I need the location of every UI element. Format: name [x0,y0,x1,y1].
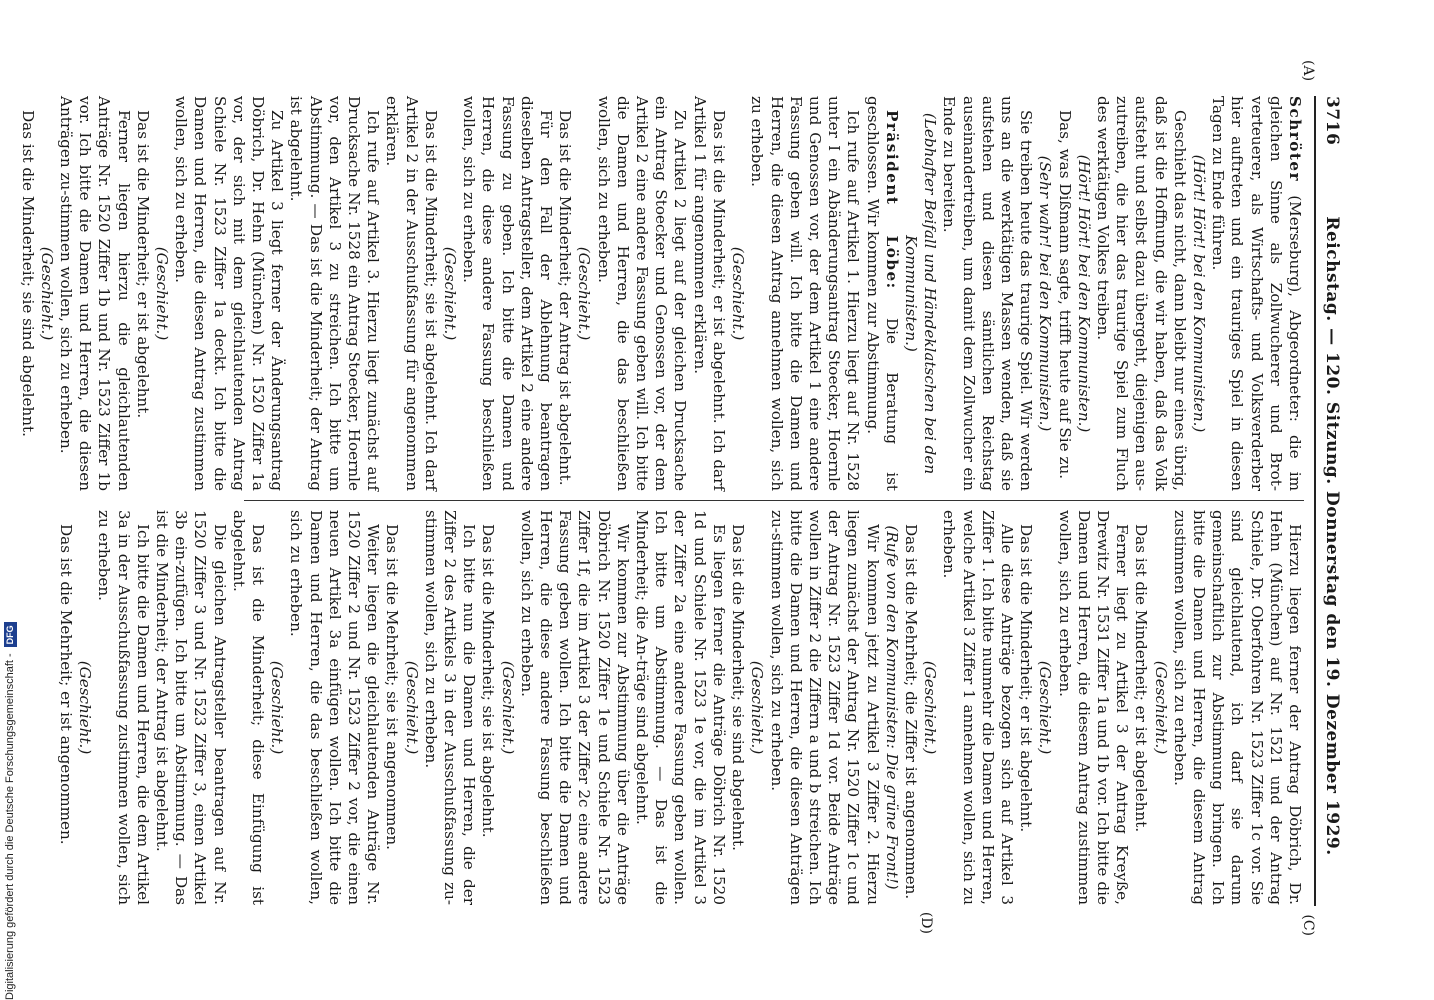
column-gap [124,491,1304,510]
paragraph: Das ist die Mehrheit; sie ist angenommen. [383,524,402,851]
paragraph: Das ist die Minderheit; sie ist abgelehnt. [479,524,498,838]
interjection: (Geschieht.) [268,660,287,755]
page-header [1322,96,1342,906]
paragraph: Das ist die Minderheit; der Antrag ist abgelehnt. [556,110,575,486]
interjection: (Geschieht.) [441,246,460,341]
interjection: (Geschieht.) [748,660,767,755]
interjection: (Lebhafter Beifall und Händeklatschen bei den Kommunisten.) [901,112,940,475]
paragraph: Wir kommen zur Abstimmung über die Anträge Döbrich Nr. 1520 Ziffer 1e und Schiele Nr. 1523 Ziffer 1f, die im Artikel 3 der Ziffer 2c eine andere Fassung geben wollen. Ich bitte die Damen und Herren, die diese andere Fassung beschließen wollen, sich zu erheben. [517,510,632,905]
paragraph: Das ist die Minderheit; er ist abgelehnt. Ich darf Artikel 1 für angenommen erklären. [690,96,728,491]
interjection: (Hört! Hört! bei den Kommunisten.) [1074,154,1093,433]
paragraph: Ich rufe auf Artikel 1. Hierzu liegt auf Nr. 1528 unter I ein Abänderungsantrag Stoecker, Hoernle und Genossen vor, der dem Artikel 1 eine andere Fassung geben will. Ich bitte die Damen und Herren, die diesen Antrag annehmen wollen, sich zu erheben. [748,96,863,491]
margin-mark-d: (D) [918,911,934,934]
interjection: (Hört! Hört! bei den Kommunisten.) [1189,154,1208,433]
margin-mark-c: (C) [1300,914,1316,936]
paragraph: Das ist die Mehrheit; er ist angenommen. [57,524,75,845]
paragraph: Das ist die Minderheit; sie sind abgelehnt. [18,110,37,437]
paragraph: Zu Artikel 3 liegt ferner der Änderungsantrag Döbrich, Dr. Hehn (München) Nr. 1520 Ziffer 1a vor, der sich mit dem gleichlautenden Antrag Schiele Nr. 1523 Ziffer 1a deckt. Ich bitte die Damen und Herren, die diesen Antrag zustimmen wollen, sich zu erheben. [172,96,287,491]
paragraph: Das ist die Minderheit; diese Einfügung ist abgelehnt. [229,510,268,905]
interjection: (Geschieht.) [402,660,421,755]
paragraph: Das ist die Minderheit; er ist abgelehnt. [1017,524,1036,833]
page-title: Reichstag. — 120. Sitzung. Donnerstag den 19. Dezember 1929. [1322,216,1342,856]
paragraph: Ferner liegen hierzu die gleichlautenden Anträge Nr. 1520 Ziffer 1b und Nr. 1523 Ziffer 1b vor. Ich bitte die Damen und Herren, die diesen Anträgen zu-stimmen wollen, sich zu erheben. [57,96,133,491]
paragraph: Das, was Dißmann sagte, trifft heute auf Sie zu. [1055,110,1074,480]
interjection: (Geschieht.) [498,660,517,755]
interjection: (Geschieht.) [153,246,172,341]
interjection: (Geschieht.) [575,246,594,341]
text-columns [18,96,1304,906]
paragraph: Weiter liegen die gleichlautenden Anträge Nr. 1520 Ziffer 2 und Nr. 1523 Ziffer 2 vor, die einen neuen Artikel 3a einfügen wollen. Ich bitte die Damen und Herren, die das beschließen wollen, sich zu erheben. [287,510,383,905]
interjection: (Geschieht.) [1151,660,1170,755]
paragraph: Sie treiben heute das traurige Spiel. Wir werden uns an die werktätigen Massen wenden, daß sie aufstehen und diesen sämtlichen Reichstag auseinandertreiben, um damit dem Zollwucher ein Ende zu bereiten. [940,96,1036,491]
dfg-logo: DFG [4,622,17,647]
left-column [18,96,1304,492]
paragraph: Hierzu liegen ferner der Antrag Döbrich, Dr. Hehn (München) auf Nr. 1521 und der Antrag Schiele, Dr. Oberfohren Nr. 1523 Ziffer 1c vor. Sie sind gleichlautend, ich darf sie darum gemeinschaftlich zur Abstimmung bringen. Ich bitte die Damen und Herren, die diesem Antrag zustimmen wollen, sich zu erheben. [1170,510,1304,905]
paragraph: Es liegen ferner die Anträge Döbrich Nr. 1520 1d und Schiele Nr. 1523 1e vor, die im Artikel 3 der Ziffer 2a eine andere Fassung geben wollen. Ich bitte um Abstimmung. — Das ist die Minderheit; die An-träge sind abgelehnt. [633,510,728,905]
interjection: (Sehr wahr! bei den Kommunisten.) [1036,155,1055,432]
paragraph: Ferner liegt zu Artikel 3 der Antrag Kreyße, Drewitz Nr. 1531 Ziffer 1a und 1b vor. Ich bitte die Damen und Herren, die diesem Antrag zustimmen wollen, sich zu erheben. [1055,510,1132,905]
paragraph: Ich bitte die Damen und Herren, die dem Artikel 3a in der Ausschußfassung zustimmen wollen, sich zu erheben. [95,510,152,905]
paragraph: Das ist die Minderheit; sie sind abgelehnt. [729,524,748,851]
margin-mark-a: (A) [1300,60,1316,82]
paragraph: Ich bitte nun die Damen und Herren, die der Ziffer 2 des Artikels 3 in der Ausschußfassung zu-stimmen wollen, sich zu erheben. [421,510,479,905]
paragraph: Die gleichen Antragsteller beantragen auf Nr. 1520 Ziffer 3 und Nr. 1523 Ziffer 3, einen Artikel 3b ein-zufügen. Ich bitte um Abstimmung. — Das ist die Minderheit; der Antrag ist abgelehnt. [153,510,229,905]
speaker-name: Schröter [1286,96,1304,183]
paragraph: Das ist die Minderheit; er ist abgelehnt. [1132,524,1151,833]
interjection: (Geschieht.) [37,246,56,341]
right-column [57,510,1304,905]
paragraph: Alle diese Anträge bezogen sich auf Artikel 3 Ziffer 1. Ich bitte nunmehr die Damen und Herren, welche Artikel 3 Ziffer 1 annehmen wollen, sich zu erheben. [940,510,1016,905]
paragraph: Ich rufe auf Artikel 3. Hierzu liegt zunächst auf Drucksache Nr. 1528 ein Antrag Stoecker, Hoernle vor, den Artikel 3 zu streichen. Ich bitte um Abstimmung. — Das ist die Minderheit; der Antrag ist abgelehnt. [287,96,383,491]
column-divider [244,500,1304,501]
interjection: (Geschieht.) [1036,660,1055,755]
paragraph: Für den Fall der Ablehnung beantragen dieselben Antragsteller, dem Artikel 2 eine andere Fassung zu geben. Ich bitte die Damen und Herren, die diese andere Fassung beschließen wollen, sich zu erheben. [460,96,556,491]
paragraph: Präsident Löbe: Die Beratung ist geschlossen. Wir kommen zur Abstimmung. [863,96,901,491]
paragraph: Wir kommen jetzt zu Artikel 3 Ziffer 2. Hierzu liegen zunächst der Antrag Nr. 1520 Ziffer 1c und der Antrag Nr. 1523 Ziffer 1d vor. Beide Anträge wollen in Ziffer 2 die Ziffern a und b streichen. Ich bitte die Damen und Herren, die diesen Anträgen zu-stimmen wollen, sich zu erheben. [767,510,882,905]
speaker-name: Präsident Löbe: [882,110,901,290]
credit-text: Digitalisierung gefördert durch die Deutsche Forschungsgemeinschaft - [4,653,16,1000]
paragraph: Zu Artikel 2 liegt auf der gleichen Drucksache ein Antrag Stoecker und Genossen vor, der dem Artikel 2 eine andere Fassung geben will. Ich bitte die Damen und Herren, die das beschließen wollen, sich zu erheben. [594,96,690,491]
interjection: (Geschieht.) [729,246,748,341]
digitization-credit [2,580,18,1000]
paragraph: Das ist die Minderheit; sie ist abgelehnt. Ich darf Artikel 2 in der Ausschußfassung für angenommen erklären. [383,96,440,491]
interjection: (Geschieht.) [921,660,940,755]
paragraph: Schröter (Merseburg), Abgeordneter: die im gleichen Sinne als Zollwucherer und Brot-verteuerer, als Wirtschafts- und Volksverderber hier auftreten und ein trauriges Spiel in diesen Tagen zu Ende führen. [1209,96,1304,492]
paragraph: Das ist die Minderheit; er ist abgelehnt. [133,110,152,419]
page-number: 3716 [1322,96,1342,146]
interjection: (Rufe von den Kommunisten: Die grüne Front!) [882,525,901,890]
interjection: (Geschieht.) [76,660,95,755]
paragraph: Das ist die Mehrheit; die Ziffer ist angenommen. [901,524,920,900]
header-rule [1314,96,1316,906]
paragraph: Geschieht das nicht, dann bleibt nur eines übrig, daß ist die Hoffnung, die wir haben, daß das Volk aufsteht und selbst dazu übergeht, diejenigen aus-zutreiben, die hier das traurige Spiel zum Fluch des werktätigen Volkes treiben. [1093,96,1189,491]
